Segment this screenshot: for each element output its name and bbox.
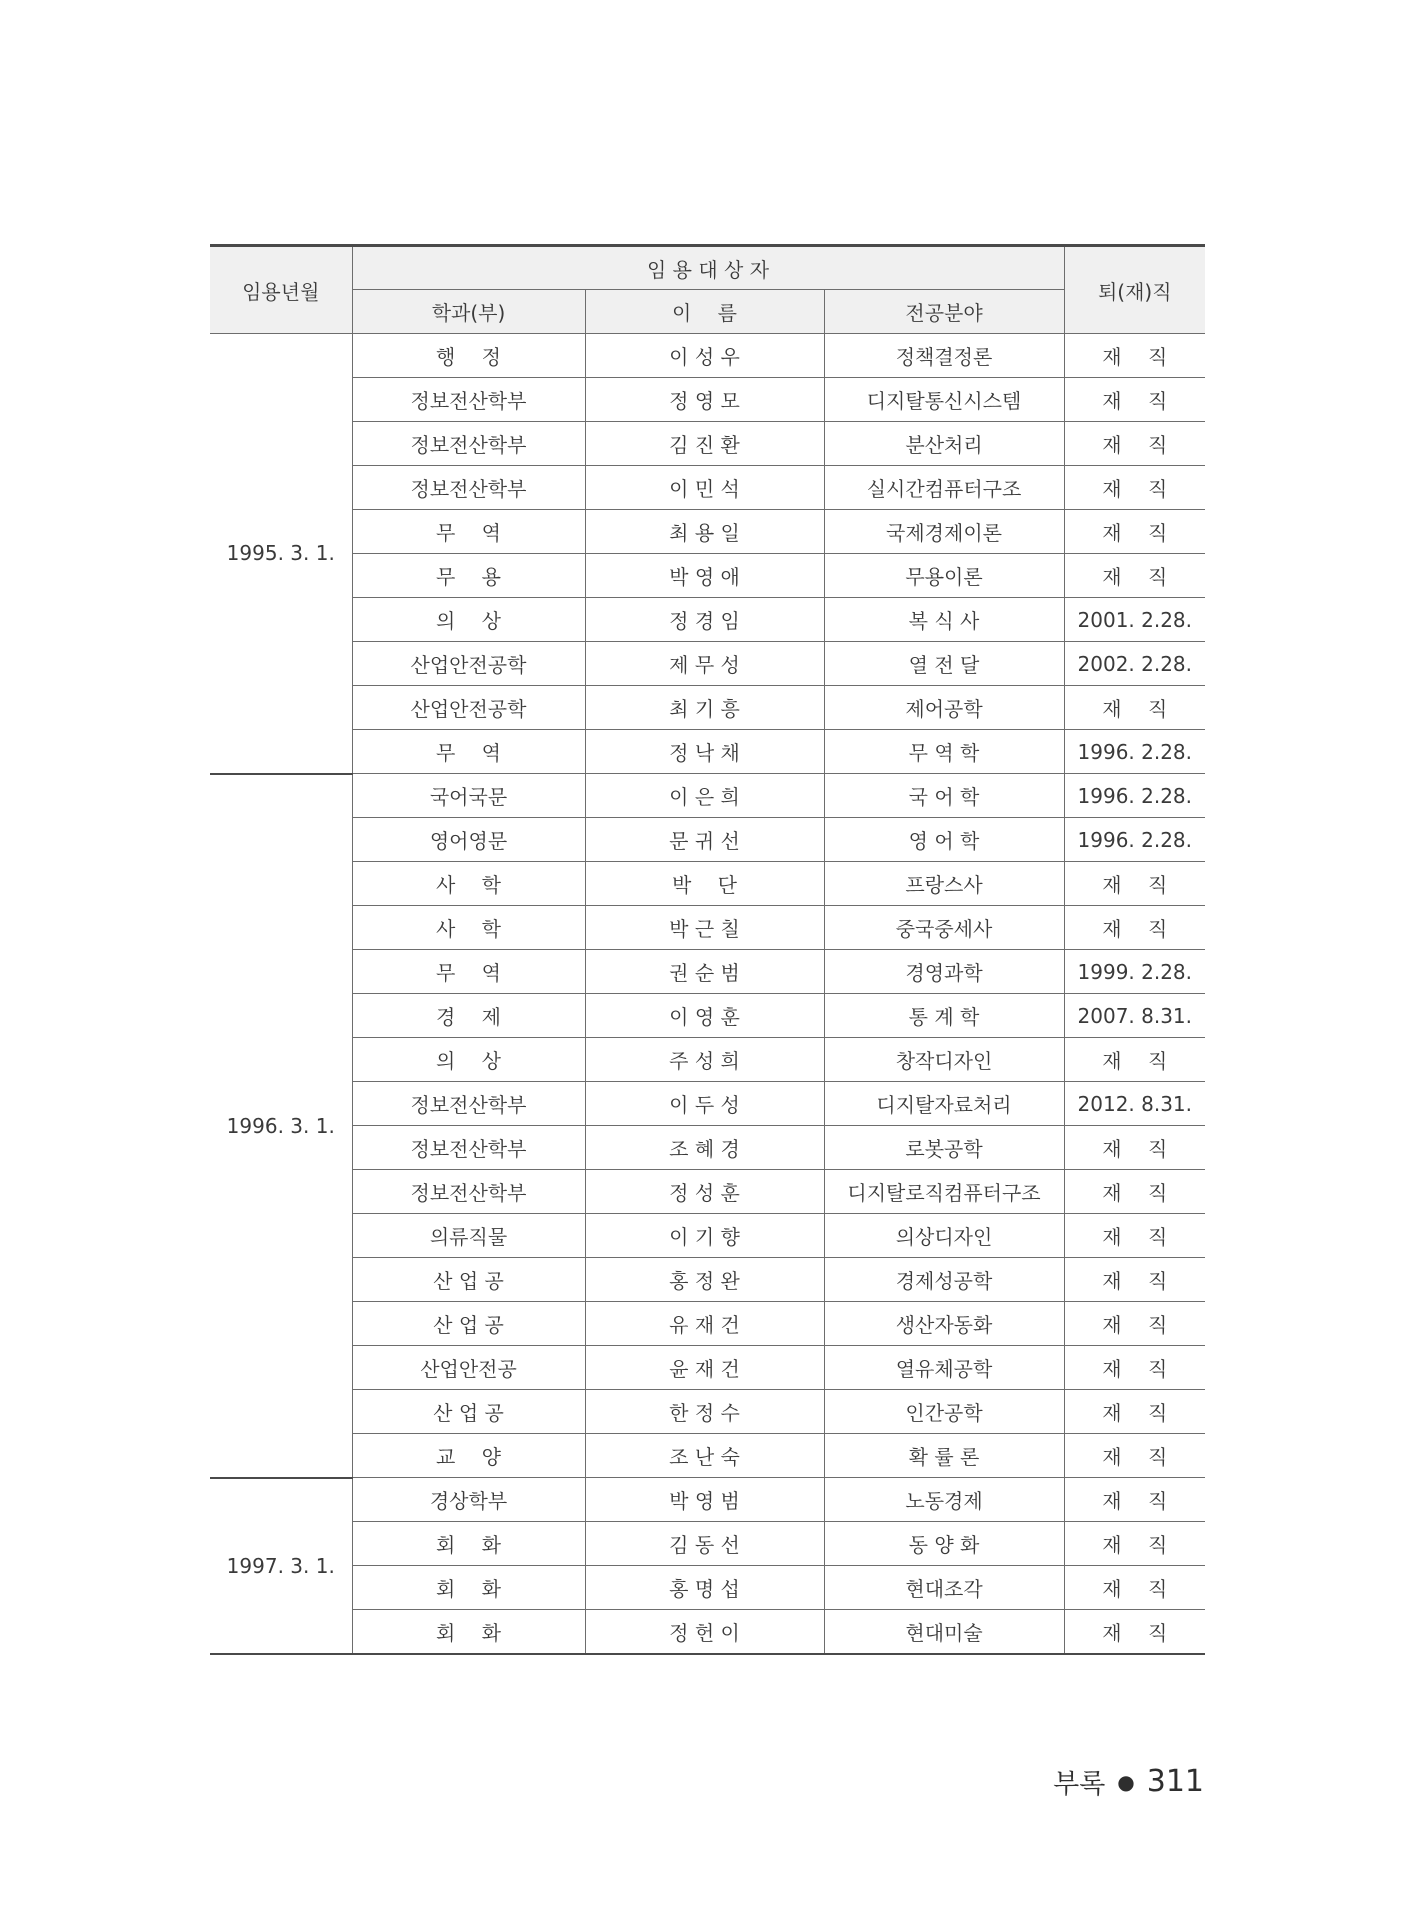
table-row: [210, 1390, 1205, 1434]
department-cell: 경 제: [352, 994, 585, 1038]
name-cell: 이 성 우: [585, 334, 824, 378]
name-cell: 정 헌 이: [585, 1610, 824, 1655]
name-cell: 홍 명 섭: [585, 1566, 824, 1610]
header-appointee-group: 임 용 대 상 자: [352, 246, 1064, 290]
major-field-cell: 중국중세사: [824, 906, 1064, 950]
status-cell: 재 직: [1064, 378, 1205, 422]
status-cell: 재 직: [1064, 1302, 1205, 1346]
table-row: [210, 334, 1205, 378]
footer-section-label: 부록: [1053, 1769, 1106, 1800]
status-cell: 재 직: [1064, 862, 1205, 906]
name-cell: 윤 재 건: [585, 1346, 824, 1390]
department-cell: 사 학: [352, 862, 585, 906]
status-cell: 재 직: [1064, 686, 1205, 730]
table-row: [210, 1522, 1205, 1566]
department-cell: 무 역: [352, 730, 585, 774]
table-row: [210, 1214, 1205, 1258]
department-cell: 의 상: [352, 598, 585, 642]
name-cell: 이 은 희: [585, 774, 824, 818]
major-field-cell: 영 어 학: [824, 818, 1064, 862]
appointment-date-cell: 1995. 3. 1.: [210, 334, 352, 774]
name-cell: 정 낙 채: [585, 730, 824, 774]
status-cell: 2002. 2.28.: [1064, 642, 1205, 686]
name-cell: 최 용 일: [585, 510, 824, 554]
name-cell: 정 영 모: [585, 378, 824, 422]
table-row: [210, 1610, 1205, 1655]
major-field-cell: 동 양 화: [824, 1522, 1064, 1566]
status-cell: 1999. 2.28.: [1064, 950, 1205, 994]
department-cell: 사 학: [352, 906, 585, 950]
major-field-cell: 실시간컴퓨터구조: [824, 466, 1064, 510]
name-cell: 박 근 칠: [585, 906, 824, 950]
status-cell: 1996. 2.28.: [1064, 774, 1205, 818]
table-row: [210, 554, 1205, 598]
status-cell: 재 직: [1064, 1522, 1205, 1566]
major-field-cell: 인간공학: [824, 1390, 1064, 1434]
table-row: [210, 906, 1205, 950]
status-cell: 재 직: [1064, 334, 1205, 378]
table-body: [210, 334, 1205, 1655]
department-cell: 산 업 공: [352, 1302, 585, 1346]
major-field-cell: 열 전 달: [824, 642, 1064, 686]
table-row: [210, 466, 1205, 510]
major-field-cell: 무용이론: [824, 554, 1064, 598]
name-cell: 김 진 환: [585, 422, 824, 466]
major-field-cell: 현대조각: [824, 1566, 1064, 1610]
status-cell: 재 직: [1064, 1038, 1205, 1082]
table-row: [210, 686, 1205, 730]
table-row: [210, 1434, 1205, 1478]
table-row: [210, 1082, 1205, 1126]
page-footer: [1053, 1762, 1204, 1801]
department-cell: 영어영문: [352, 818, 585, 862]
table-row: [210, 510, 1205, 554]
name-cell: 주 성 희: [585, 1038, 824, 1082]
status-cell: 재 직: [1064, 510, 1205, 554]
department-cell: 의 상: [352, 1038, 585, 1082]
name-cell: 유 재 건: [585, 1302, 824, 1346]
status-cell: 재 직: [1064, 1258, 1205, 1302]
major-field-cell: 분산처리: [824, 422, 1064, 466]
header-department: 학과(부): [352, 290, 585, 334]
status-cell: 재 직: [1064, 1478, 1205, 1522]
department-cell: 정보전산학부: [352, 1170, 585, 1214]
department-cell: 교 양: [352, 1434, 585, 1478]
major-field-cell: 현대미술: [824, 1610, 1064, 1655]
table-row: [210, 730, 1205, 774]
name-cell: 이 민 석: [585, 466, 824, 510]
department-cell: 무 역: [352, 950, 585, 994]
status-cell: 2007. 8.31.: [1064, 994, 1205, 1038]
department-cell: 회 화: [352, 1566, 585, 1610]
header-name: 이 름: [585, 290, 824, 334]
major-field-cell: 경영과학: [824, 950, 1064, 994]
department-cell: 회 화: [352, 1522, 585, 1566]
major-field-cell: 복 식 사: [824, 598, 1064, 642]
name-cell: 홍 정 완: [585, 1258, 824, 1302]
page-number: 311: [1146, 1764, 1204, 1799]
major-field-cell: 확 률 론: [824, 1434, 1064, 1478]
status-cell: 재 직: [1064, 1170, 1205, 1214]
status-cell: 재 직: [1064, 1126, 1205, 1170]
department-cell: 행 정: [352, 334, 585, 378]
department-cell: 정보전산학부: [352, 466, 585, 510]
table-row: [210, 774, 1205, 818]
name-cell: 정 경 임: [585, 598, 824, 642]
name-cell: 권 순 범: [585, 950, 824, 994]
table-row: [210, 1346, 1205, 1390]
header-appointment-date: 임용년월: [210, 246, 352, 334]
table-row: [210, 378, 1205, 422]
department-cell: 정보전산학부: [352, 1126, 585, 1170]
name-cell: 문 귀 선: [585, 818, 824, 862]
status-cell: 재 직: [1064, 1434, 1205, 1478]
name-cell: 조 난 숙: [585, 1434, 824, 1478]
table-row: [210, 642, 1205, 686]
name-cell: 이 기 향: [585, 1214, 824, 1258]
department-cell: 정보전산학부: [352, 1082, 585, 1126]
name-cell: 최 기 흥: [585, 686, 824, 730]
table-row: [210, 1170, 1205, 1214]
status-cell: 재 직: [1064, 1610, 1205, 1655]
table-row: [210, 1126, 1205, 1170]
major-field-cell: 열유체공학: [824, 1346, 1064, 1390]
name-cell: 한 정 수: [585, 1390, 824, 1434]
name-cell: 이 영 훈: [585, 994, 824, 1038]
major-field-cell: 디지탈로직컴퓨터구조: [824, 1170, 1064, 1214]
table-row: [210, 422, 1205, 466]
table-row: [210, 1566, 1205, 1610]
major-field-cell: 의상디자인: [824, 1214, 1064, 1258]
department-cell: 무 용: [352, 554, 585, 598]
status-cell: 1996. 2.28.: [1064, 730, 1205, 774]
department-cell: 정보전산학부: [352, 422, 585, 466]
table-row: [210, 1302, 1205, 1346]
major-field-cell: 로봇공학: [824, 1126, 1064, 1170]
major-field-cell: 무 역 학: [824, 730, 1064, 774]
department-cell: 산 업 공: [352, 1390, 585, 1434]
department-cell: 회 화: [352, 1610, 585, 1655]
status-cell: 1996. 2.28.: [1064, 818, 1205, 862]
department-cell: 산업안전공학: [352, 686, 585, 730]
major-field-cell: 정책결정론: [824, 334, 1064, 378]
department-cell: 산 업 공: [352, 1258, 585, 1302]
table-row: [210, 1258, 1205, 1302]
major-field-cell: 국제경제이론: [824, 510, 1064, 554]
status-cell: 재 직: [1064, 1390, 1205, 1434]
table-row: [210, 1478, 1205, 1522]
name-cell: 정 성 훈: [585, 1170, 824, 1214]
name-cell: 김 동 선: [585, 1522, 824, 1566]
name-cell: 박 영 애: [585, 554, 824, 598]
status-cell: 재 직: [1064, 466, 1205, 510]
status-cell: 재 직: [1064, 554, 1205, 598]
major-field-cell: 생산자동화: [824, 1302, 1064, 1346]
department-cell: 국어국문: [352, 774, 585, 818]
name-cell: 제 무 성: [585, 642, 824, 686]
major-field-cell: 프랑스사: [824, 862, 1064, 906]
department-cell: 산업안전공: [352, 1346, 585, 1390]
status-cell: 재 직: [1064, 1566, 1205, 1610]
name-cell: 이 두 성: [585, 1082, 824, 1126]
major-field-cell: 디지탈자료처리: [824, 1082, 1064, 1126]
major-field-cell: 노동경제: [824, 1478, 1064, 1522]
header-retirement-status: 퇴(재)직: [1064, 246, 1205, 334]
major-field-cell: 제어공학: [824, 686, 1064, 730]
major-field-cell: 통 계 학: [824, 994, 1064, 1038]
header-major-field: 전공분야: [824, 290, 1064, 334]
name-cell: 박 단: [585, 862, 824, 906]
department-cell: 무 역: [352, 510, 585, 554]
major-field-cell: 창작디자인: [824, 1038, 1064, 1082]
department-cell: 의류직물: [352, 1214, 585, 1258]
major-field-cell: 경제성공학: [824, 1258, 1064, 1302]
table-row: [210, 1038, 1205, 1082]
bullet-separator: ●: [1117, 1769, 1135, 1794]
table-row: [210, 994, 1205, 1038]
name-cell: 조 혜 경: [585, 1126, 824, 1170]
status-cell: 재 직: [1064, 422, 1205, 466]
name-cell: 박 영 범: [585, 1478, 824, 1522]
table-row: [210, 950, 1205, 994]
department-cell: 정보전산학부: [352, 378, 585, 422]
appointment-table: [210, 244, 1205, 1655]
table-row: [210, 862, 1205, 906]
status-cell: 재 직: [1064, 1214, 1205, 1258]
status-cell: 2012. 8.31.: [1064, 1082, 1205, 1126]
department-cell: 경상학부: [352, 1478, 585, 1522]
appointment-date-cell: 1997. 3. 1.: [210, 1478, 352, 1655]
status-cell: 2001. 2.28.: [1064, 598, 1205, 642]
major-field-cell: 국 어 학: [824, 774, 1064, 818]
major-field-cell: 디지탈통신시스템: [824, 378, 1064, 422]
department-cell: 산업안전공학: [352, 642, 585, 686]
status-cell: 재 직: [1064, 906, 1205, 950]
status-cell: 재 직: [1064, 1346, 1205, 1390]
appointment-date-cell: 1996. 3. 1.: [210, 774, 352, 1478]
table-row: [210, 598, 1205, 642]
table-row: [210, 818, 1205, 862]
